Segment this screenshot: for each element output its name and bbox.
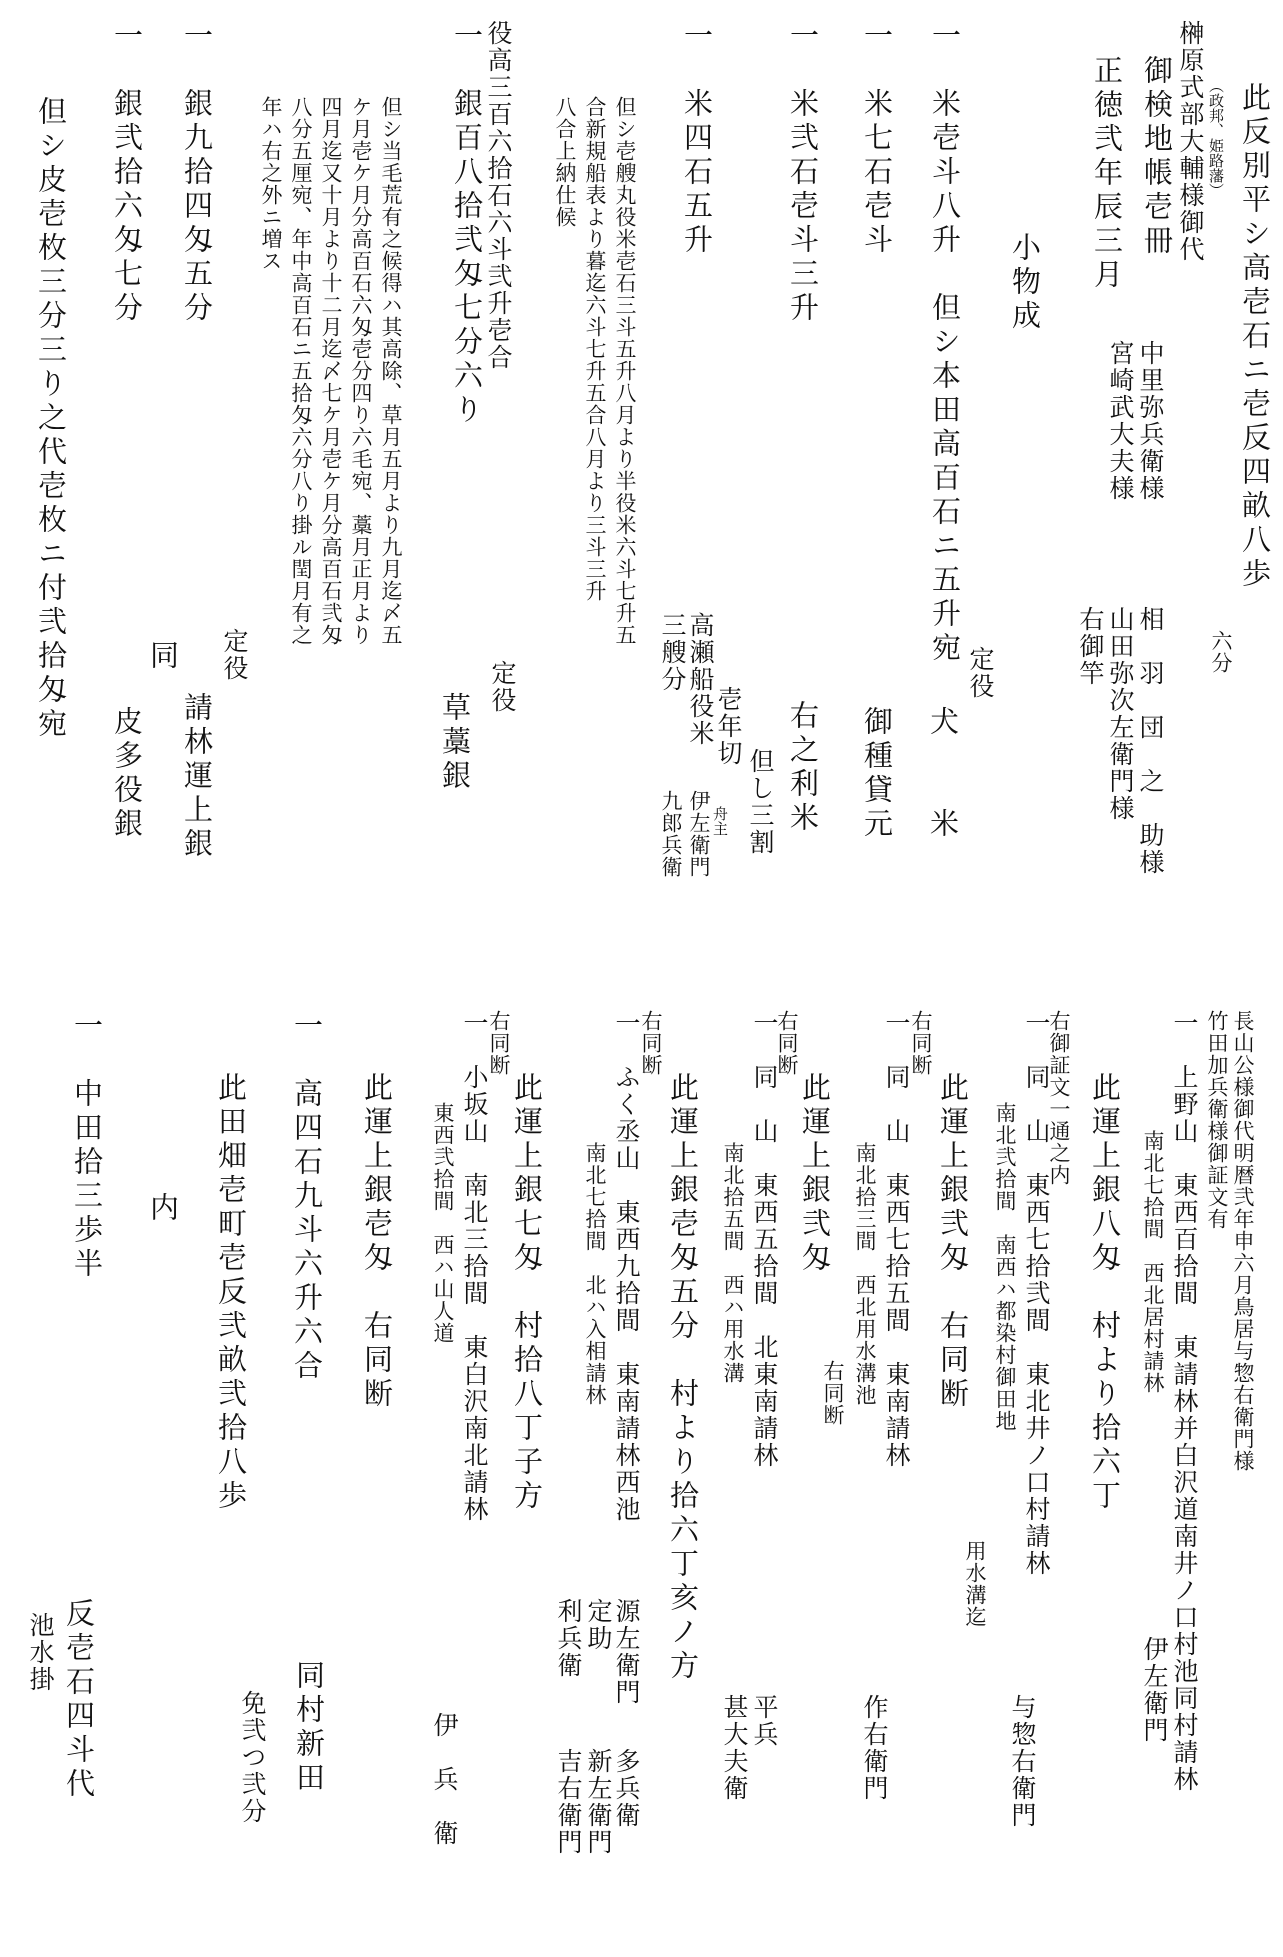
person-name: 多兵衛: [612, 1748, 641, 1829]
item-label: 皮多役銀: [110, 706, 144, 842]
item-label: 請林運上銀: [180, 692, 214, 862]
header-line: 長山公様御代明暦弐年申六月鳥居与惣右衛門様: [1231, 1010, 1255, 1472]
surveyor-name: 中里弥兵衛様: [1136, 340, 1165, 502]
entry-detail: 南北拾三間 西北用水溝池: [853, 1142, 877, 1406]
person-name: 定助: [584, 1598, 613, 1652]
fraction-note: 六分: [1209, 630, 1233, 674]
person-name: 利兵衛: [554, 1598, 583, 1679]
entry-detail: 用水溝迄: [963, 1540, 987, 1628]
item-note: ケ月壱ケ月分高百石六匁壱分四り六毛宛、藁月正月より: [349, 96, 373, 646]
date-line: 正徳弐年辰三月: [1090, 55, 1124, 293]
entry-label: 同村新田: [292, 1660, 326, 1796]
item-note: 四月迄又十月より十二月迄〆七ケ月壱ケ月分高百石弐匁: [319, 96, 343, 646]
item-note: 但シ当毛荒有之候得ハ其高除、草月五月より九月迄〆五: [379, 96, 403, 646]
item-line: 一 銀弐拾六匁七分: [110, 20, 144, 326]
item-label: 同: [146, 640, 180, 674]
item-label: 伊左衛門: [687, 790, 711, 878]
entry-note: 右同断: [639, 1010, 663, 1076]
person-name: 伊左衛門: [1140, 1636, 1169, 1744]
item-line: 一 米七石壱斗: [860, 20, 894, 258]
item-line: 一 米壱斗八升 但シ本田高百石ニ五升宛: [928, 20, 962, 666]
entry-detail: 南北拾五間 西ハ用水溝: [721, 1142, 745, 1384]
entry-note: 右同断: [909, 1010, 933, 1076]
survey-note: 右御竿: [1076, 606, 1105, 687]
item-note: 八分五厘宛、年中高百石ニ五拾匁六分八り掛ル閏月有之: [289, 96, 313, 646]
entry-line: 一 中田拾三歩半: [70, 1010, 104, 1282]
entry-detail: 右同断: [821, 1360, 845, 1426]
item-note: 年ハ右之外ニ増ス: [259, 96, 283, 272]
item-line: 一 銀百八拾弐匁七分六り: [450, 20, 484, 428]
item-note: 但シ皮壱枚三分三り之代壱枚ニ付弐拾匁宛: [34, 96, 68, 742]
entry-note: 右同断: [487, 1010, 511, 1076]
item-label: 定役: [966, 646, 995, 700]
item-label: 三艘分: [658, 612, 687, 693]
header-line: 竹田加兵衛様御証文有: [1205, 1010, 1229, 1230]
item-label: 定役: [220, 628, 249, 682]
entry-line: 一 同 山 東西七拾弐間 東北井ノ口村請林: [1022, 1010, 1051, 1577]
summary-line: 此反別平シ高壱石ニ壱反四畝八歩: [1238, 82, 1272, 592]
item-note: 八合上納仕候: [553, 96, 577, 228]
item-label: 舟主: [711, 806, 729, 836]
item-line: 一 銀九拾四匁五分: [180, 20, 214, 326]
entry-line: 一 同 山 東西七拾五間 東南請林: [882, 1010, 911, 1469]
entry-detail: 東西弐拾間 西ハ山人道: [431, 1102, 455, 1344]
item-line: 一 米四石五升: [680, 20, 714, 258]
item-label: 犬 米: [926, 706, 960, 842]
section-heading: 小物成: [1008, 232, 1042, 334]
item-note: 但シ壱艘丸役米壱石三斗五升八月より半役米六斗七升五: [613, 96, 637, 646]
lord-line: 榊原式部大輔様御代: [1176, 20, 1205, 263]
entry-line: 一 ふく丞山 東西九拾間 東南請林西池: [612, 1010, 641, 1523]
surveyor-name: 相 羽 団 之 助様: [1136, 606, 1165, 876]
item-label: 高瀬船役米: [686, 612, 715, 747]
entry-fee: 此運上銀壱匁 右同断: [360, 1072, 394, 1412]
entry-note: 右御証文一通之内: [1047, 1010, 1071, 1186]
entry-detail: 此田畑壱町壱反弐畝弐拾八歩: [214, 1072, 248, 1514]
surveyor-name: 宮崎武大夫様: [1106, 340, 1135, 502]
entry-line: 一 小坂山 南北三拾間 東白沢南北請林: [460, 1010, 489, 1523]
entry-fee: 此運上銀弐匁 右同断: [936, 1072, 970, 1412]
entry-fee: 此運上銀壱匁五分 村より拾六丁亥ノ方: [666, 1072, 700, 1684]
item-note: 役高三百六拾石六斗弐升壱合: [484, 20, 513, 371]
item-label: 右之利米: [786, 700, 820, 836]
entry-label: 池水掛: [26, 1612, 55, 1693]
person-name: 平兵: [750, 1694, 779, 1748]
item-label: 草藁銀: [438, 692, 472, 794]
entry-line: 一 同 山 東西五拾間 北東南請林: [750, 1010, 779, 1469]
entry-line: 一 上野山 東西百拾間 東請林并白沢道南井ノ口村池同村請林: [1170, 1010, 1199, 1793]
lord-annotation: （政邦、姫路藩）: [1207, 78, 1225, 198]
entry-detail: 南北七拾間 西北居村請林: [1141, 1130, 1165, 1394]
entry-fee: 此運上銀弐匁: [798, 1072, 832, 1276]
entry-fee: 此運上銀七匁 村拾八丁子方: [510, 1072, 544, 1514]
section-marker: 内: [146, 1192, 180, 1226]
person-name: 作右衛門: [860, 1694, 889, 1802]
register-line: 御検地帳壱冊: [1140, 55, 1174, 259]
item-line: 一 米弐石壱斗三升: [786, 20, 820, 326]
entry-detail: 南北弐拾間 南西ハ都染村御田地: [993, 1102, 1017, 1432]
entry-line: 一 高四石九斗六升六合: [290, 1010, 324, 1384]
entry-label: 免弐つ弐分: [238, 1690, 267, 1825]
person-name: 吉右衛門: [554, 1748, 583, 1856]
entry-fee: 此運上銀八匁 村より拾六丁: [1088, 1072, 1122, 1514]
person-name: 伊 兵 衛: [430, 1712, 459, 1847]
item-label: 壱年切: [714, 686, 743, 767]
item-label: 但し三割: [746, 748, 775, 856]
person-name: 甚大夫衛: [720, 1694, 749, 1802]
entry-label: 反壱石四斗代: [62, 1598, 96, 1802]
item-label: 九郎兵衛: [659, 790, 683, 878]
item-label: 定役: [488, 660, 517, 714]
entry-detail: 南北七拾間 北ハ入相請林: [583, 1142, 607, 1406]
person-name: 新左衛門: [584, 1748, 613, 1856]
person-name: 与惣右衛門: [1008, 1694, 1037, 1829]
item-label: 御種貸元: [860, 706, 894, 842]
person-name: 源左衛門: [612, 1598, 641, 1706]
item-note: 合新規船表より暮迄六斗七升五合八月より三斗三升: [583, 96, 607, 602]
surveyor-name: 山田弥次左衛門様: [1106, 606, 1135, 822]
entry-note: 右同断: [775, 1010, 799, 1076]
